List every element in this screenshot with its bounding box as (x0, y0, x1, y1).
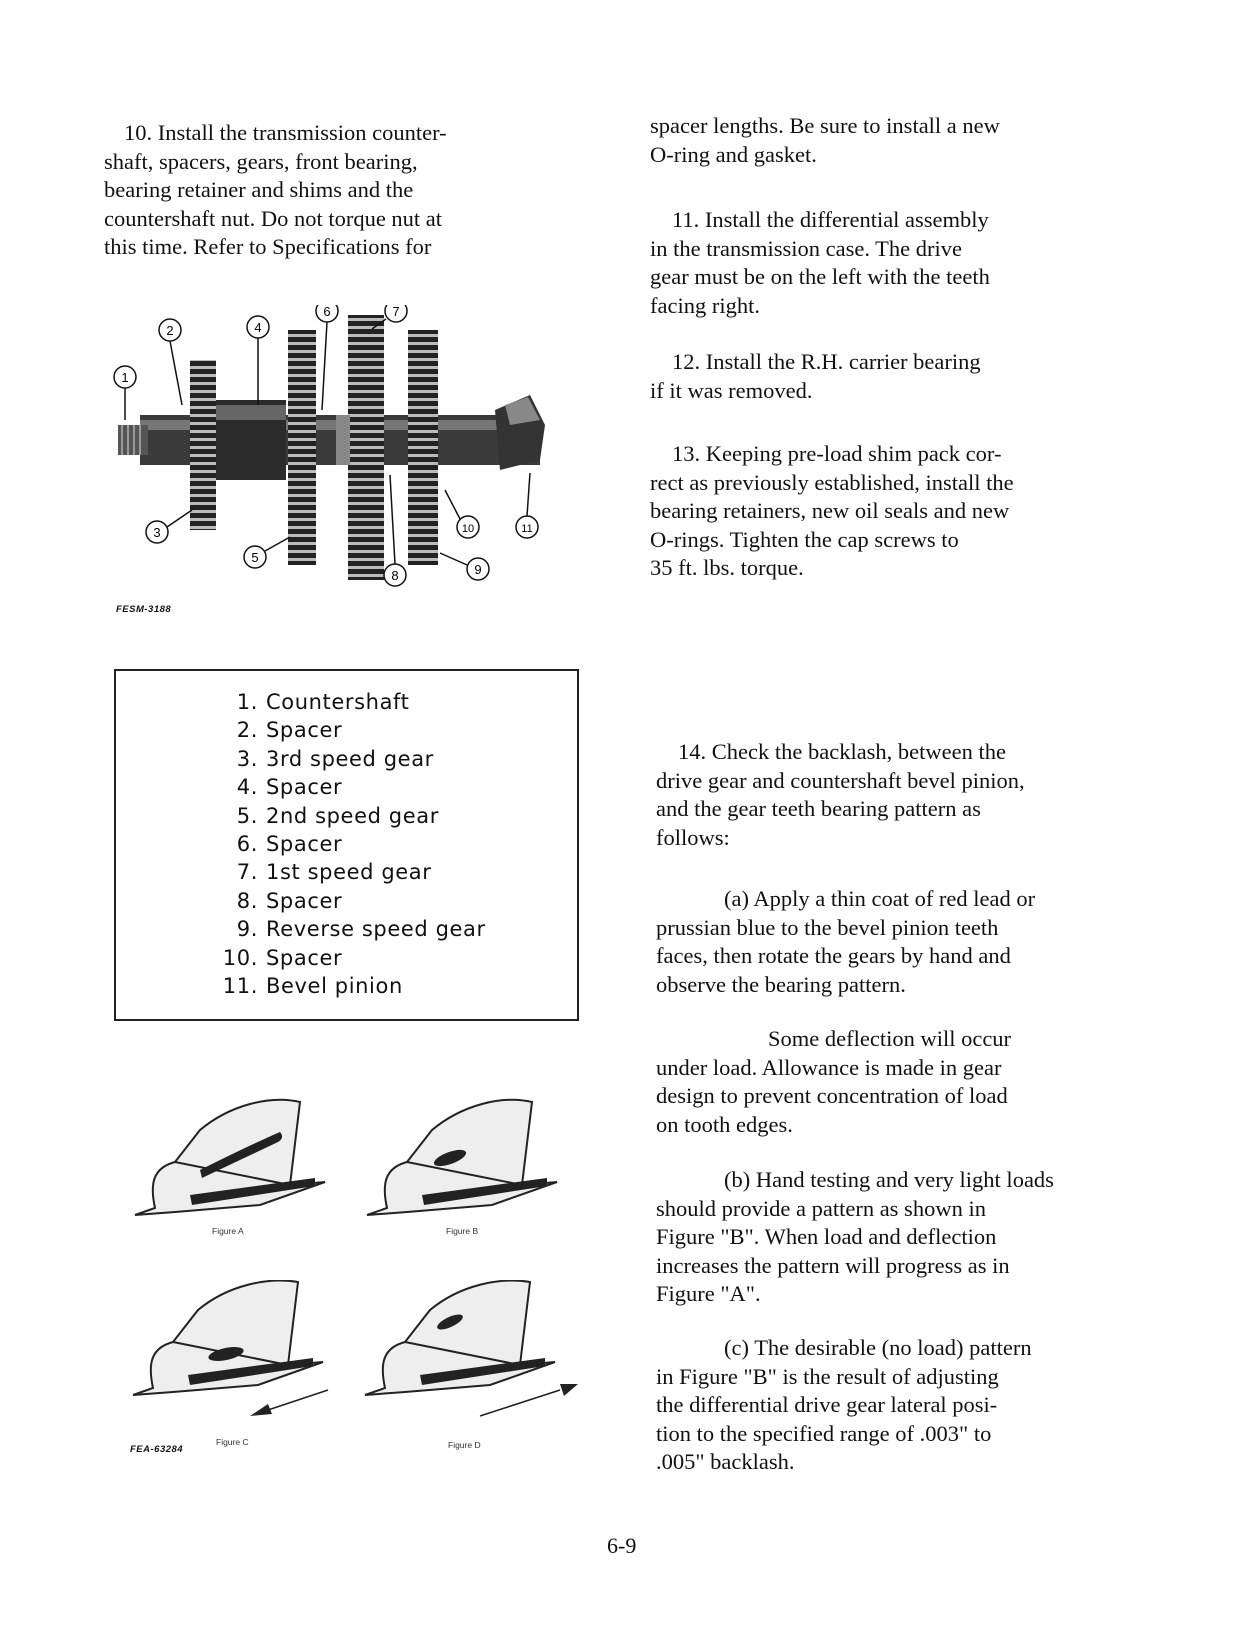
legend-item: 8. Spacer (236, 888, 343, 913)
text-line: observe the bearing pattern. (656, 971, 906, 997)
text-line: O-ring and gasket. (650, 141, 817, 167)
figure1-code: FESM-3188 (116, 604, 172, 615)
svg-text:2: 2 (166, 323, 174, 338)
step-10-continued (650, 112, 1000, 169)
text-line: if it was removed. (650, 377, 813, 403)
step-14-paragraph (656, 738, 1025, 852)
callout-8 (384, 475, 406, 586)
text-line: 12. Install the R.H. carrier bearing (672, 349, 981, 374)
text-line: rect as previously established, install the (650, 469, 1014, 495)
text-line: in Figure "B" is the result of adjusting (656, 1363, 999, 1389)
text-line: Some deflection will occur (768, 1026, 1012, 1051)
gear-3rd-speed (190, 360, 216, 530)
svg-text:6: 6 (323, 305, 331, 319)
step-14b-paragraph (656, 1166, 1054, 1309)
text-line: 11. Install the differential assembly (672, 207, 989, 232)
legend-item: 5. 2nd speed gear (236, 803, 439, 828)
tooth-pattern-figure-a (130, 1090, 340, 1220)
svg-text:8: 8 (391, 568, 399, 583)
figure-a-label: Figure A (212, 1226, 244, 1236)
gear-2nd-speed (288, 330, 316, 565)
svg-text:4: 4 (254, 320, 262, 335)
step-13-paragraph (650, 440, 1014, 583)
figure-b-label: Figure B (446, 1226, 479, 1236)
legend-item: 4. Spacer (236, 775, 343, 800)
legend-item: 7. 1st speed gear (236, 860, 432, 885)
text-line: (a) Apply a thin coat of red lead or (724, 886, 1036, 911)
figure2-code: FEA-63284 (130, 1444, 184, 1455)
callout-2 (159, 319, 182, 405)
text-line: 35 ft. lbs. torque. (650, 555, 804, 580)
text-line: and the gear teeth bearing pattern as (656, 796, 981, 821)
text-line: tion to the specified range of .003" to (656, 1420, 992, 1446)
text-line: shaft, spacers, gears, front bearing, (104, 148, 418, 174)
text-line: in the transmission case. The drive (650, 235, 963, 261)
step-11-paragraph (650, 206, 990, 320)
step-14c-paragraph (656, 1334, 1032, 1477)
figure-d-label: Figure D (448, 1440, 481, 1450)
step-12-paragraph (650, 348, 981, 405)
page-number: 6-9 (607, 1533, 637, 1558)
callout-3 (146, 510, 192, 543)
legend-item: 1. Countershaft (236, 690, 410, 714)
text-line: 10. Install the transmission counter- (124, 120, 447, 145)
callout-1 (114, 366, 136, 420)
text-line: increases the pattern will progress as in (656, 1252, 1010, 1278)
text-line: the differential drive gear lateral posi- (656, 1392, 998, 1417)
text-line: (c) The desirable (no load) pattern (724, 1335, 1032, 1360)
legend-list (212, 688, 486, 1000)
text-line: O-rings. Tighten the cap screws to (650, 526, 959, 552)
text-line: drive gear and countershaft bevel pinion, (656, 767, 1025, 793)
deflection-note (656, 1025, 1011, 1139)
text-line: faces, then rotate the gears by hand and (656, 943, 1011, 968)
text-line: Figure "A". (656, 1281, 761, 1306)
text-line: 13. Keeping pre-load shim pack cor- (672, 441, 1002, 466)
text-line: should provide a pattern as shown in (656, 1195, 986, 1221)
legend-item: 6. Spacer (236, 832, 343, 857)
tooth-pattern-figure-d (360, 1280, 585, 1420)
text-line: 14. Check the backlash, between the (678, 739, 1007, 764)
text-line: (b) Hand testing and very light loads (724, 1167, 1054, 1192)
countershaft-assembly-illustration (100, 305, 580, 625)
text-line: under load. Allowance is made in gear (656, 1054, 1002, 1080)
text-line: bearing retainers, new oil seals and new (650, 498, 1010, 523)
svg-text:7: 7 (392, 305, 400, 319)
text-line: facing right. (650, 292, 760, 318)
legend-item: 11. Bevel pinion (222, 974, 403, 999)
svg-text:11: 11 (521, 523, 533, 535)
legend-item: 3. 3rd speed gear (236, 746, 434, 771)
text-line: bearing retainer and shims and the (104, 177, 414, 202)
svg-text:10: 10 (461, 523, 475, 535)
figure-c-label: Figure C (216, 1437, 249, 1447)
svg-text:5: 5 (251, 550, 259, 565)
legend-item: 9. Reverse speed gear (236, 917, 486, 942)
text-line: prussian blue to the bevel pinion teeth (656, 914, 999, 940)
text-line: Figure "B". When load and deflection (656, 1224, 997, 1249)
callout-4 (247, 316, 269, 405)
gear-reverse (408, 330, 438, 565)
text-line: design to prevent concentration of load (656, 1083, 1008, 1108)
svg-text:9: 9 (474, 562, 482, 577)
text-line: spacer lengths. Be sure to install a new (650, 113, 1000, 138)
tooth-pattern-figure-b (362, 1090, 572, 1220)
text-line: countershaft nut. Do not torque nut at (104, 205, 443, 231)
tooth-pattern-figure-c (128, 1280, 348, 1420)
callout-5 (244, 537, 290, 568)
callout-9 (440, 553, 489, 580)
text-line: on tooth edges. (656, 1111, 793, 1137)
text-line: follows: (656, 824, 730, 850)
text-line: .005" backlash. (656, 1449, 795, 1474)
callout-11 (516, 473, 538, 538)
legend-item: 2. Spacer (236, 718, 343, 743)
callout-6 (316, 305, 338, 410)
legend-item: 10. Spacer (222, 945, 343, 970)
svg-text:3: 3 (153, 525, 161, 540)
svg-text:1: 1 (121, 370, 129, 385)
gear-1st-speed (348, 315, 384, 580)
text-line: gear must be on the left with the teeth (650, 264, 990, 289)
callout-10 (445, 490, 479, 538)
text-line: this time. Refer to Specifications for (104, 234, 432, 259)
step-10-paragraph (104, 119, 447, 262)
step-14a-paragraph (656, 885, 1035, 999)
